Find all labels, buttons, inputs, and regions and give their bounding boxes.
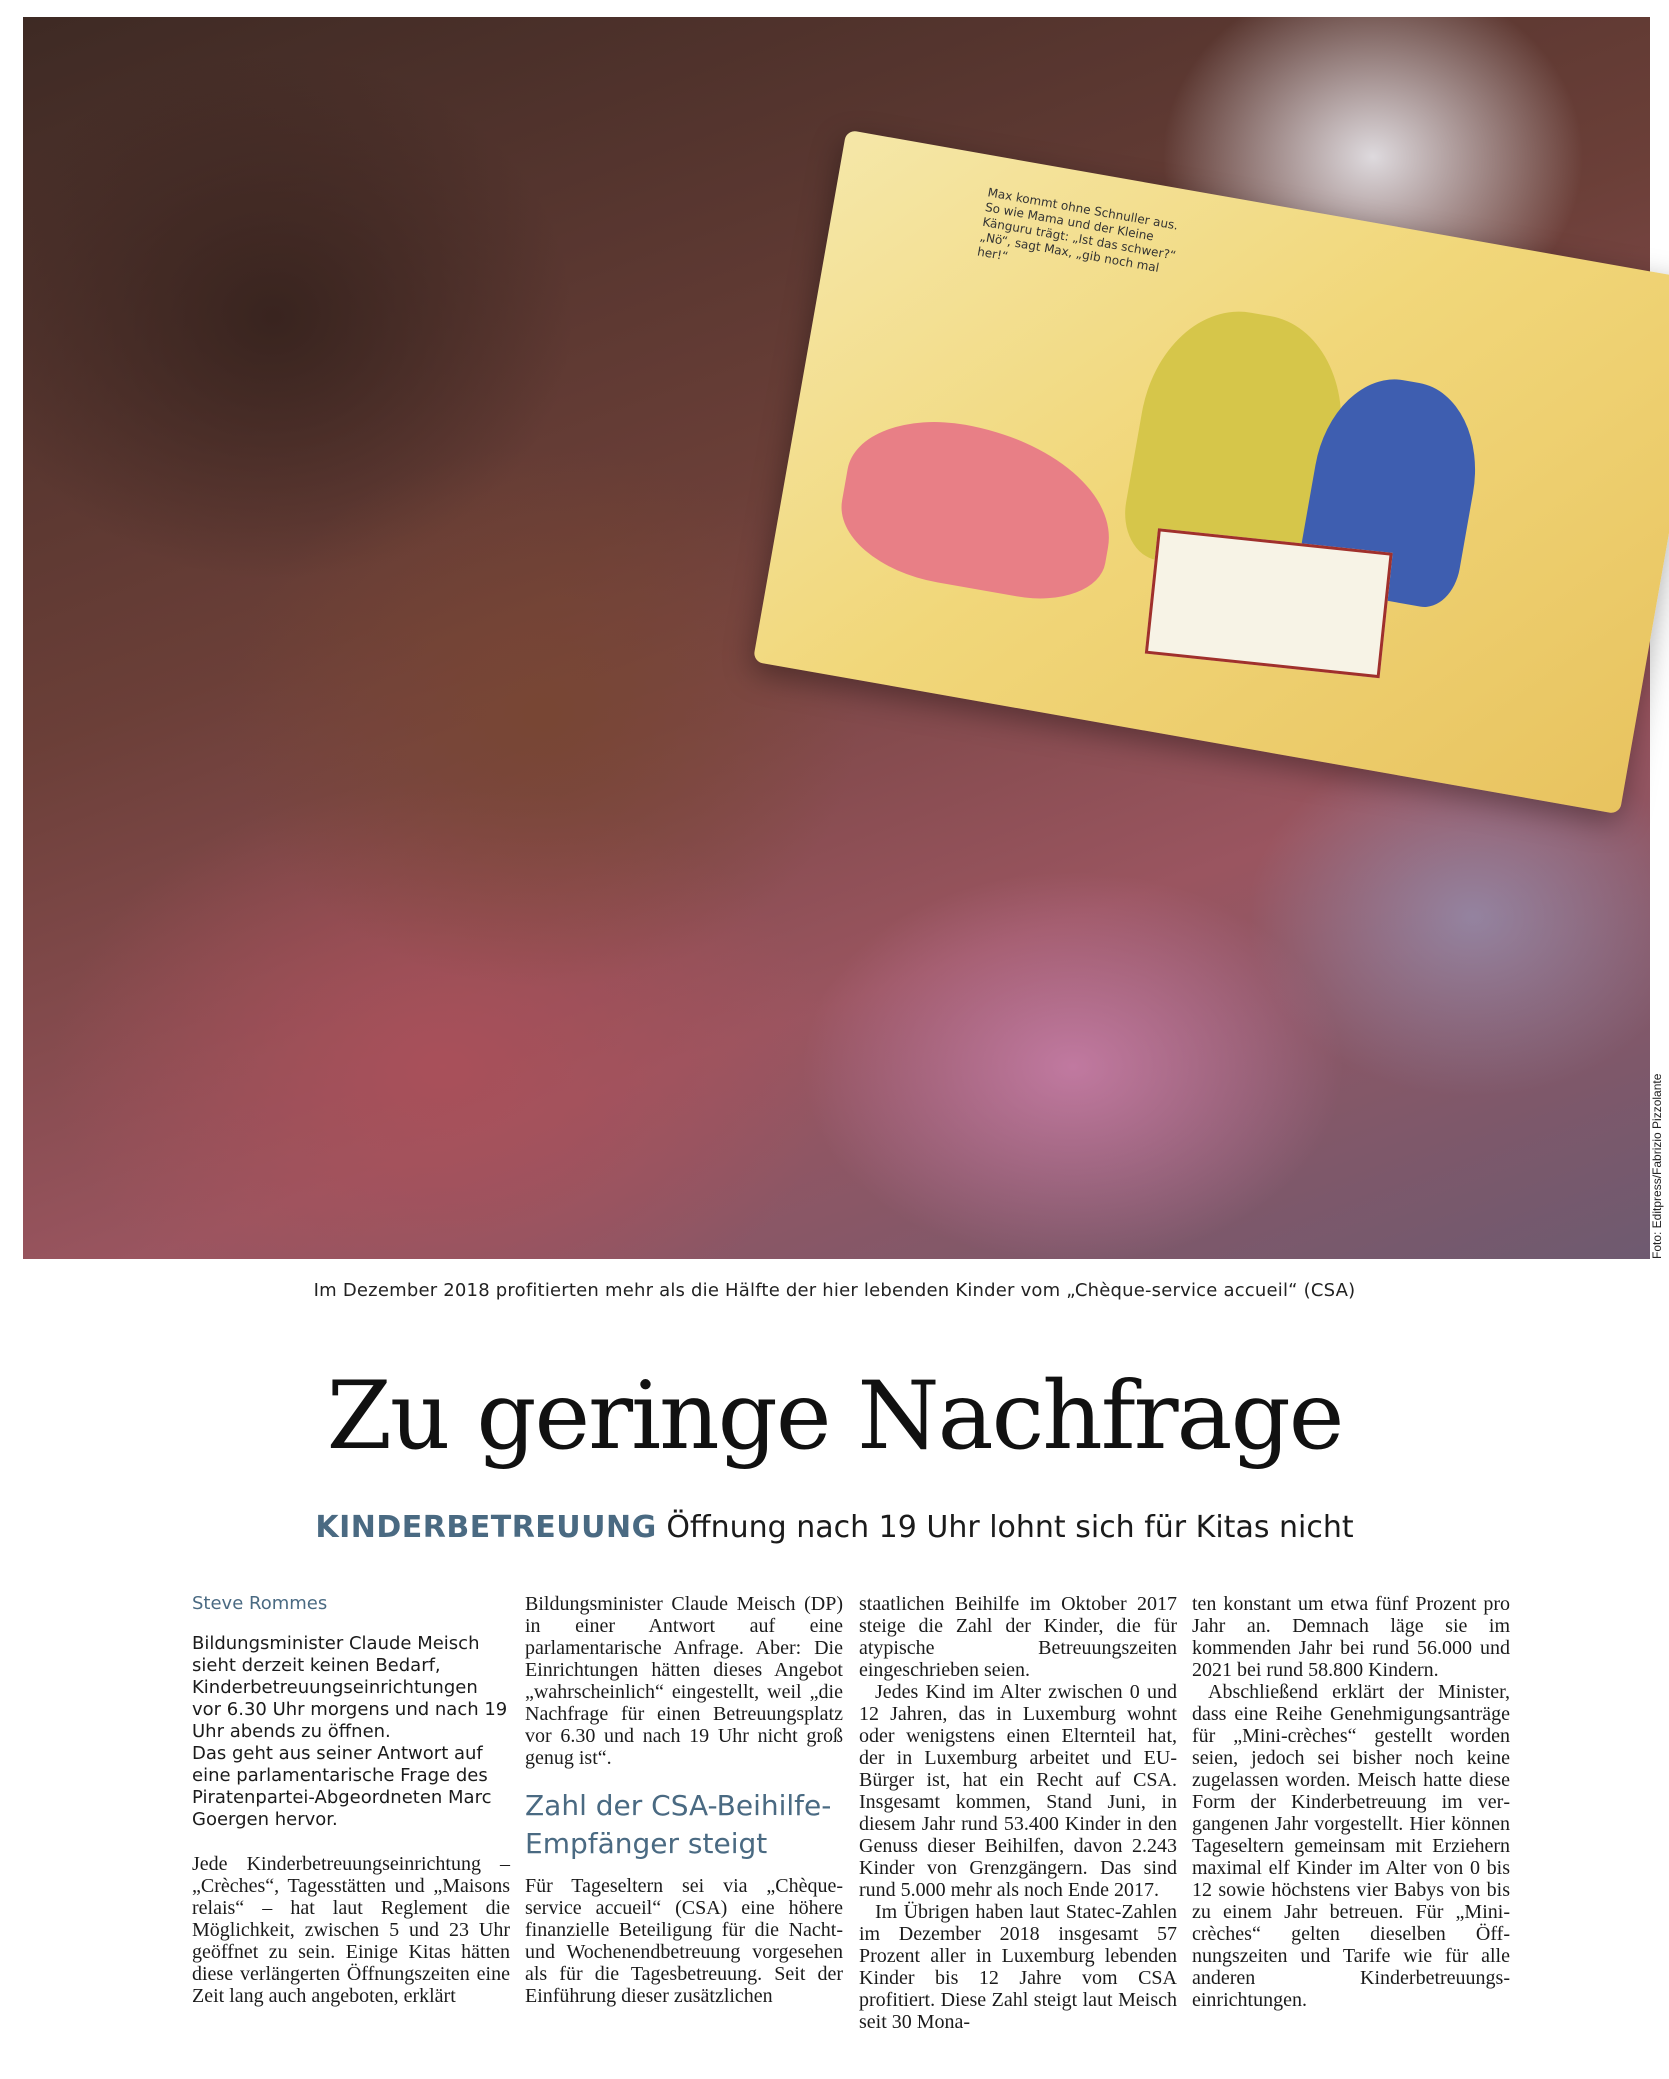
book-text: Max kommt ohne Schnuller aus. So wie Mama und der Kleine Känguru trägt: „Ist das schwer?“ „Nö“, sagt Max, „gib noch mal her!“ [976,185,1180,275]
headline: Zu geringe Nachfrage [326,1362,1343,1471]
body-paragraph: staatlichen Beihilfe im Oktober 2017 steige die Zahl der Kinder, die für atypische Betreuungszeiten eingeschrieben seien. [859,1593,1177,1681]
body-paragraph: Bildungsminister Claude Meisch (DP) in einer Antwort auf eine parlamentarische Anfrage. Aber: Die Einrichtungen hätten dieses Angebot „wahrscheinlich“ eingestellt, weil „die Nachfrage für einen Betreuungsplatz vor 6.30 und nach 19 Uhr nicht groß genug ist“. [525,1593,843,1769]
subheadline [0,1510,1669,1545]
lead-paragraph: Bildungsminister Claude Meisch sieht derzeit keinen Bedarf, Kinderbetreuungseinrichtungen vor 6.30 Uhr morgens und nach 19 Uhr abends zu öffnen. [192,1633,508,1742]
book-illustration-blanket [831,406,1125,610]
article-subhead: Zahl der CSA-Beihilfe-Empfänger steigt [525,1789,832,1860]
picture-book [753,130,1669,815]
article-column-4 [1192,1593,1510,2011]
body-paragraph: Abschließend erklärt der Minister, dass eine Reihe Genehmigungsanträge für „Mini-crèches“ gestellt worden seien, jedoch sei bisher noch keine zugelassen worden. Meisch hatte diese Form der Kinderbetreuung im vergangenen Jahr vorgestellt. Hier können Tageseltern gemeinsam mit Erziehern maximal elf Kinder im Alter von 0 bis 12 sowie höchstens vier Babys von bis zu einem Jahr betreuen. Für „Mini-crèches“ gelten dieselben Öffnungszeiten und Tarife wie für alle anderen Kinderbetreuungseinrichtungen. [1192,1681,1510,2011]
article-photo [23,17,1650,1259]
article-column-1 [192,1593,510,2007]
article-column-3 [859,1593,1177,2033]
article-column-2 [525,1593,843,2007]
author: Steve Rommes [192,1593,328,1614]
lead-paragraph: Das geht aus seiner Antwort auf eine parlamentarische Frage des Piratenpartei-Abgeordneten Marc Goergen hervor. [192,1743,492,1830]
body-paragraph: Jedes Kind im Alter zwischen 0 und 12 Jahren, das in Luxemburg wohnt oder wenigstens einen Elternteil hat, der in Luxemburg arbeitet und EU-Bürger ist, hat ein Recht auf CSA. Insgesamt kommen, Stand Juni, in diesem Jahr rund 53.400 Kinder in den Genuss dieser Beihilfen, davon 2.243 Kinder von Grenzgängern. Das sind rund 5.000 mehr als noch Ende 2017. [859,1681,1177,1901]
photo-caption: Im Dezember 2018 profitierten mehr als die Hälfte der hier lebenden Kinder vom „Chèque-service accueil“ (CSA) [313,1280,1356,1301]
body-paragraph: Jede Kinderbetreuungseinrichtung – „Crèches“, Tagesstätten und „Maisons relais“ – hat laut Reglement die Möglichkeit, zwischen 5 und 23 Uhr geöffnet zu sein. Einige Kitas hätten diese verlängerten Öffnungszeiten eine Zeit lang auch angeboten, erklärt [192,1853,510,2007]
body-paragraph: ten konstant um etwa fünf Prozent pro Jahr an. Demnach läge sie im kommenden Jahr bei rund 56.000 und 2021 bei rund 58.800 Kindern. [1192,1593,1510,1681]
body-paragraph: Für Tageseltern sei via „Chèque-service accueil“ (CSA) eine höhere finanzielle Beteiligung für die Nacht- und Wochenendbetreuung vorgesehen als für die Tagesbetreuung. Seit der Einführung dieser zusätzlichen [525,1875,843,2007]
body-paragraph: Im Übrigen haben laut Statec-Zahlen im Dezember 2018 insgesamt 57 Prozent aller in Luxemburg lebenden Kinder bis 12 Jahre vom CSA profitiert. Diese Zahl steigt laut Meisch seit 30 Mona- [859,1901,1177,2033]
book-illustration-album [1145,528,1393,678]
kicker: KINDERBETREUUNG [315,1510,657,1545]
photo-credit: Foto: Editpress/Fabrizio Pizzolante [1650,1073,1664,1259]
subheadline-text: Öffnung nach 19 Uhr lohnt sich für Kitas nicht [666,1510,1354,1545]
